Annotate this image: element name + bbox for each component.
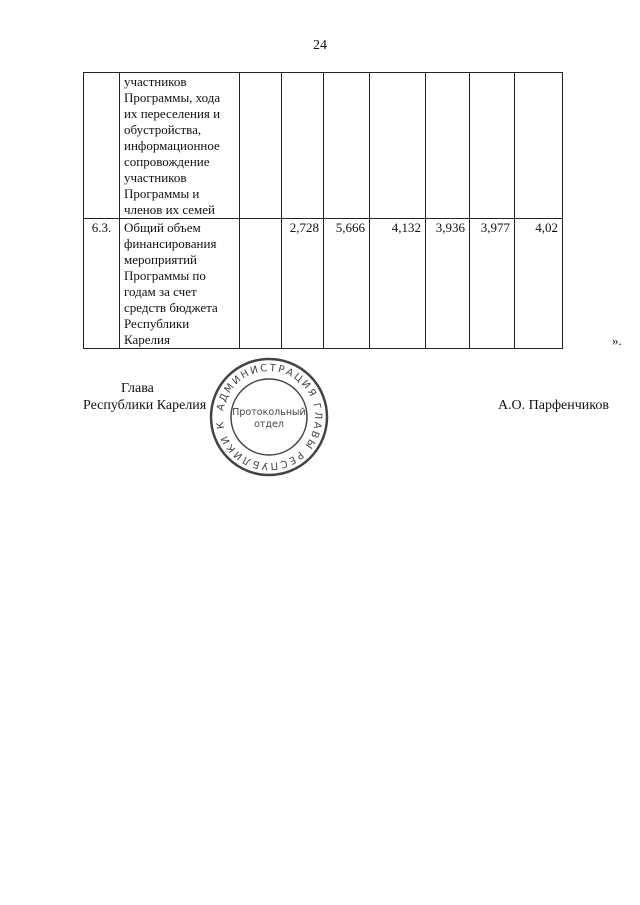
svg-text:отдел: отдел (254, 419, 284, 430)
table-cell (240, 73, 282, 219)
closing-quote: ». (612, 333, 622, 348)
table-cell: 4,132 (370, 219, 426, 349)
page-number: 24 (313, 38, 327, 53)
table-cell: 2,728 (282, 219, 324, 349)
table-cell: 3,977 (470, 219, 515, 349)
financing-table (83, 72, 563, 349)
table-cell (370, 73, 426, 219)
table-cell: 5,666 (324, 219, 370, 349)
row-index: 6.3. (84, 219, 120, 349)
table-cell (515, 73, 563, 219)
signature-name: А.О. Парфенчиков (497, 398, 609, 413)
signature-title: Глава (121, 381, 154, 396)
table-cell (324, 73, 370, 219)
row-description: Общий объем финансирования мероприятий Программы по годам за счет средств бюджета Республики Карелия (120, 219, 240, 349)
table-cell: 4,02 (515, 219, 563, 349)
official-stamp (204, 355, 334, 480)
table-cell (282, 73, 324, 219)
table-cell (426, 73, 470, 219)
signature-org: Республики Карелия (83, 398, 207, 413)
table-row (84, 219, 563, 349)
row-description: участников Программы, хода их переселения и обустройства, информационное сопровождение участников Программы и членов их семей (120, 73, 240, 219)
table-cell (470, 73, 515, 219)
svg-text:АДМИНИСТРАЦИЯ ГЛАВЫ РЕСПУБЛИКИ: АДМИНИСТРАЦИЯ ГЛАВЫ РЕСПУБЛИКИ К (214, 362, 324, 472)
table-cell (240, 219, 282, 349)
table-row (84, 73, 563, 219)
stamp-seal (204, 355, 334, 480)
row-index (84, 73, 120, 219)
svg-text:Протокольный: Протокольный (232, 407, 306, 418)
table-cell: 3,936 (426, 219, 470, 349)
